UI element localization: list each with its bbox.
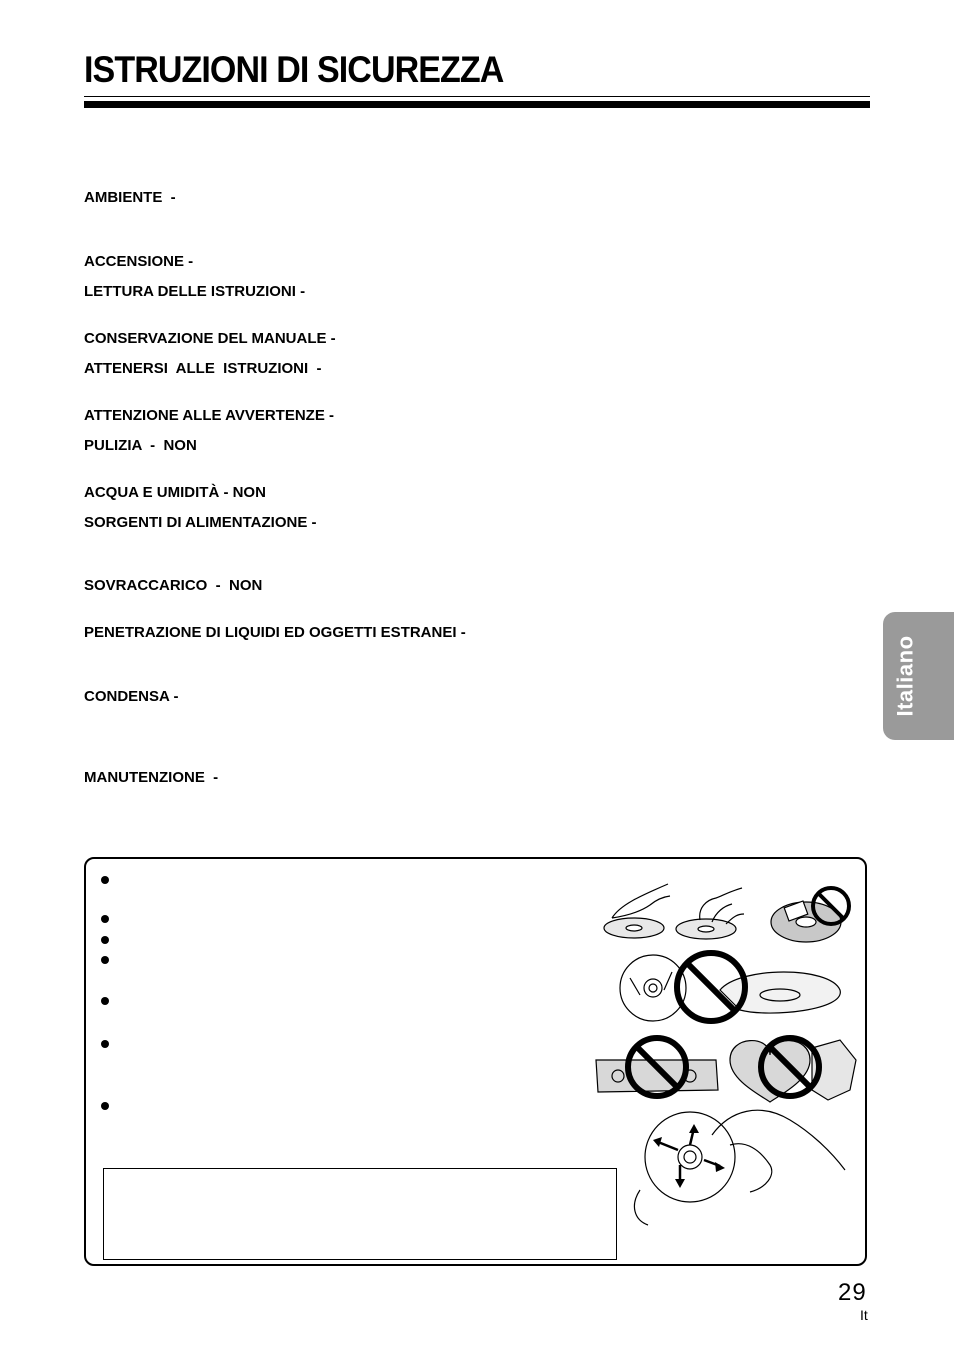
disc-care-bullet (101, 1040, 109, 1048)
disc-care-note-box (103, 1168, 617, 1260)
language-code: It (860, 1307, 868, 1323)
section-label-acqua: ACQUA E UMIDITÀ - NON (84, 484, 266, 501)
disc-label-sticker-prohibited-icon (771, 888, 849, 942)
section-label-pulizia: PULIZIA - NON (84, 437, 197, 454)
page-title: ISTRUZIONI DI SICUREZZA (84, 49, 504, 90)
disc-care-bullet (101, 956, 109, 964)
language-tab-label: Italiano (892, 635, 918, 717)
disc-handling-hand-icon (604, 884, 670, 938)
disc-wiping-outward-icon (634, 1110, 845, 1225)
page-number: 29 (838, 1279, 867, 1306)
section-label-condensa: CONDENSA - (84, 688, 179, 705)
warped-disc-prohibited-icon (620, 953, 840, 1021)
rectangular-disc-prohibited-icon (596, 1038, 718, 1096)
language-side-tab (883, 612, 954, 740)
disc-care-illustrations (590, 875, 858, 1235)
section-label-sovraccarico: SOVRACCARICO - NON (84, 577, 263, 594)
section-label-avvertenze: ATTENZIONE ALLE AVVERTENZE - (84, 407, 334, 424)
disc-care-bullet (101, 997, 109, 1005)
section-label-ambiente: AMBIENTE - (84, 189, 176, 206)
disc-care-bullet (101, 876, 109, 884)
section-label-lettura: LETTURA DELLE ISTRUZIONI - (84, 283, 306, 300)
disc-handling-fingers-icon (676, 888, 744, 939)
title-rule-thick (84, 101, 870, 108)
disc-care-bullet (101, 915, 109, 923)
section-label-accensione: ACCENSIONE - (84, 253, 194, 270)
section-label-attenersi: ATTENERSI ALLE ISTRUZIONI - (84, 360, 322, 377)
disc-care-bullet (101, 1102, 109, 1110)
section-label-sorgenti: SORGENTI DI ALIMENTAZIONE - (84, 514, 317, 531)
title-rule-thin (84, 96, 870, 97)
section-label-conservazione: CONSERVAZIONE DEL MANUALE - (84, 330, 336, 347)
section-label-manutenzione: MANUTENZIONE - (84, 769, 219, 786)
disc-care-bullet (101, 936, 109, 944)
section-label-penetrazione: PENETRAZIONE DI LIQUIDI ED OGGETTI ESTRANEI - (84, 624, 466, 641)
heart-shaped-disc-prohibited-icon (730, 1038, 856, 1102)
